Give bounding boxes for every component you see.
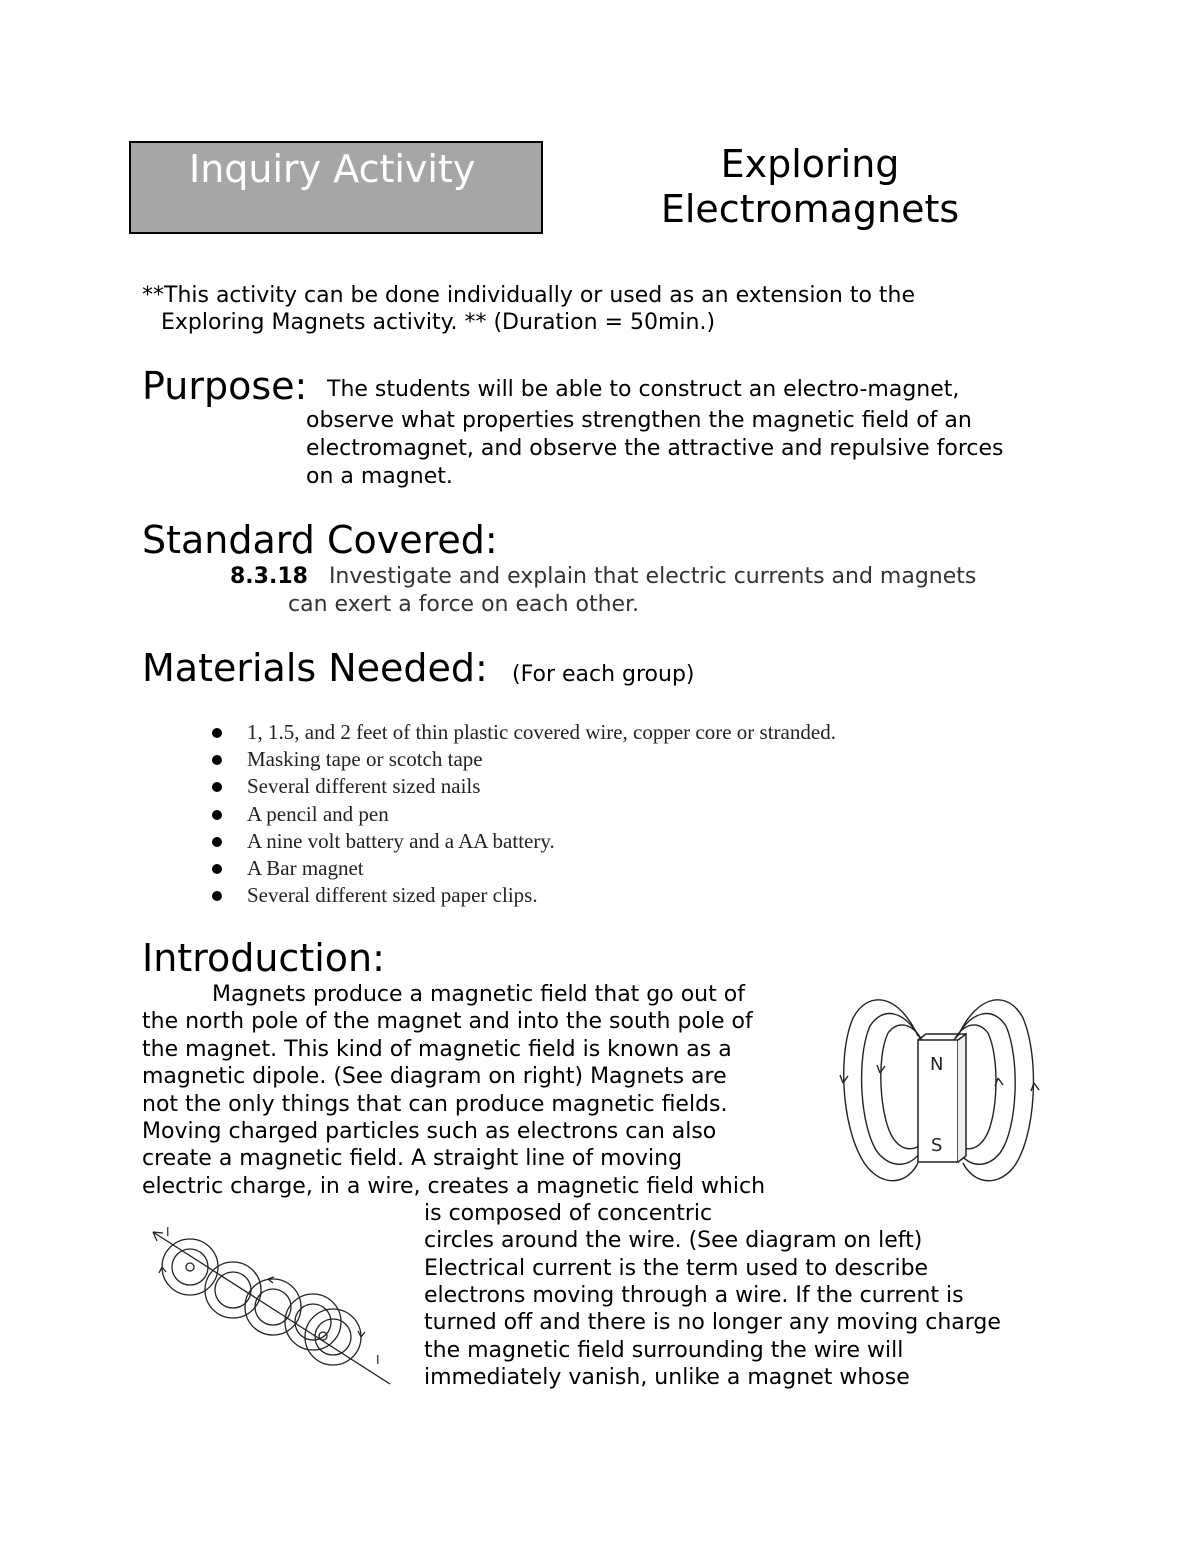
purpose-heading: Purpose: (142, 364, 308, 408)
activity-note-line-2: Exploring Magnets activity. ** (Duration = 50min.) (161, 310, 716, 335)
intro-line-right: immediately vanish, unlike a magnet whose (424, 1365, 910, 1390)
activity-type-box (129, 141, 543, 234)
wire-current-start-label: I (166, 1225, 170, 1239)
materials-list (210, 719, 836, 909)
intro-line-right: is composed of concentric (424, 1201, 713, 1226)
standard-line-2: can exert a force on each other. (288, 592, 640, 617)
title-line-2: Electromagnets (660, 187, 960, 231)
standard-text-1: Investigate and explain that electric currents and magnets (328, 564, 977, 589)
purpose-line-2: observe what properties strengthen the magnetic field of an (306, 408, 972, 433)
materials-subnote: (For each group) (512, 662, 695, 687)
materials-item: Several different sized paper clips. (210, 882, 836, 909)
magnet-north-label: N (930, 1054, 944, 1075)
intro-line-right: Electrical current is the term used to describe (424, 1256, 929, 1281)
activity-type-label: Inquiry Activity (189, 147, 476, 191)
intro-line: Magnets produce a magnetic field that go out of (212, 982, 745, 1007)
standard-code: 8.3.18 (230, 564, 308, 589)
standard-line-1 (230, 563, 976, 591)
purpose-line-1: The students will be able to construct an electro-magnet, (327, 377, 960, 402)
intro-line: the magnet. This kind of magnetic field is known as a (142, 1037, 732, 1062)
activity-note-line-1: **This activity can be done individually or used as an extension to the (142, 283, 916, 308)
wire-field-circles-icon (148, 1222, 398, 1387)
materials-item: Masking tape or scotch tape (210, 746, 836, 773)
intro-line-right: circles around the wire. (See diagram on left) (424, 1228, 923, 1253)
intro-line: Moving charged particles such as electrons can also (142, 1119, 717, 1144)
materials-item: 1, 1.5, and 2 feet of thin plastic covered wire, copper core or stranded. (210, 719, 836, 746)
intro-line: not the only things that can produce magnetic fields. (142, 1092, 728, 1117)
intro-line: electric charge, in a wire, creates a magnetic field which (142, 1174, 766, 1199)
title-line-1: Exploring (720, 142, 900, 186)
materials-heading (142, 646, 695, 697)
materials-item: Several different sized nails (210, 773, 836, 800)
intro-line: the north pole of the magnet and into the south pole of (142, 1009, 753, 1034)
magnet-south-label: S (931, 1135, 943, 1156)
standard-heading: Standard Covered: (142, 518, 498, 562)
purpose-line-4: on a magnet. (306, 464, 453, 489)
materials-item: A pencil and pen (210, 801, 836, 828)
wire-current-end-label: I (376, 1353, 380, 1367)
introduction-heading: Introduction: (142, 936, 385, 980)
intro-line-right: turned off and there is no longer any moving charge (424, 1310, 1001, 1335)
materials-item: A Bar magnet (210, 855, 836, 882)
materials-item: A nine volt battery and a AA battery. (210, 828, 836, 855)
intro-line-right: the magnetic field surrounding the wire will (424, 1338, 904, 1363)
purpose-line-3: electromagnet, and observe the attractive and repulsive forces (306, 436, 1004, 461)
intro-line-right: electrons moving through a wire. If the current is (424, 1283, 964, 1308)
document-title (600, 142, 1020, 232)
materials-heading-text: Materials Needed: (142, 646, 488, 690)
intro-line: create a magnetic field. A straight line of moving (142, 1146, 683, 1171)
bar-magnet-field-icon (838, 988, 1044, 1193)
intro-line: magnetic dipole. (See diagram on right) Magnets are (142, 1064, 727, 1089)
